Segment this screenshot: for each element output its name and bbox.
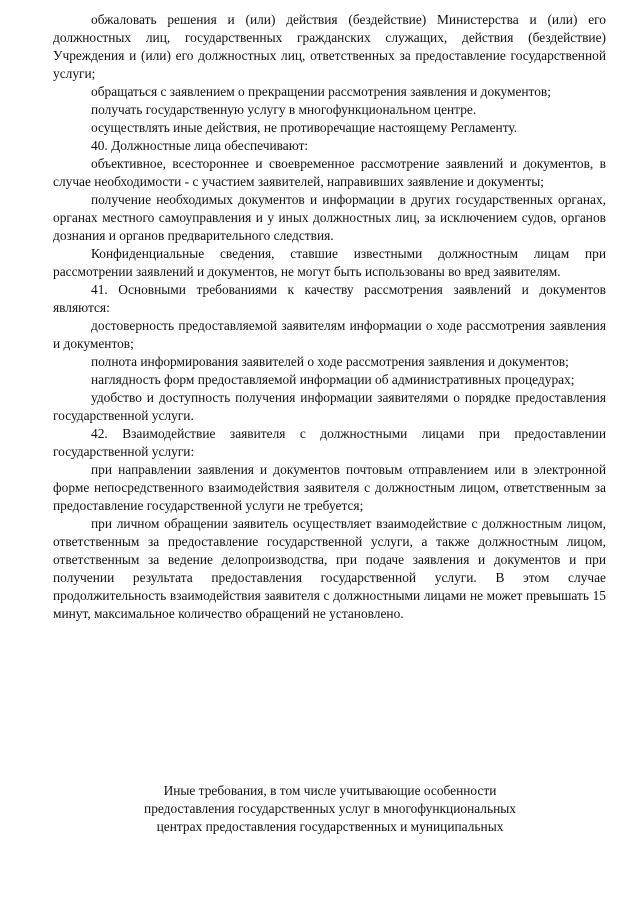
paragraph-mfc-service: получать государственную услугу в многофункциональном центре.: [91, 102, 477, 117]
paragraph-item-42: 42. Взаимодействие заявителя с должностными лицами при предоставлении государственной услуги:: [53, 426, 606, 459]
paragraph-clarity: наглядность форм предоставляемой информации об административных процедурах;: [91, 372, 575, 387]
paragraph-completeness: полнота информирования заявителей о ходе рассмотрения заявления и документов;: [91, 354, 569, 369]
paragraph-accessibility: удобство и доступность получения информации заявителями о порядке предоставления государственной услуги.: [53, 390, 606, 423]
paragraph-obtaining-documents: получение необходимых документов и информации в других государственных органах, органах местного самоуправления и у иных должностных лиц, за исключением судов, органов дознания и органов предварительного следствия.: [53, 192, 606, 243]
document-body: [53, 11, 606, 623]
paragraph-personal-visit: при личном обращении заявитель осуществляет взаимодействие с должностным лицом, ответственным за предоставление государственной услуги, а также должностным лицом, ответственным за ведение делопроизводства, при подаче заявления и документов и при получении результата предоставления государственной услуги. В этом случае продолжительность взаимодействия заявителя с должностными лицами не может превышать 15 минут, максимальное количество обращений не установлено.: [53, 516, 606, 621]
paragraph-item-40: 40. Должностные лица обеспечивают:: [91, 138, 309, 153]
section-heading-line: Иные требования, в том числе учитывающие особенности: [163, 783, 497, 798]
paragraph-terminate-request: обращаться с заявлением о прекращении рассмотрения заявления и документов;: [91, 84, 551, 99]
paragraph-other-actions: осуществлять иные действия, не противоречащие настоящему Регламенту.: [91, 120, 518, 135]
paragraph-confidential-info: Конфиденциальные сведения, ставшие известными должностным лицам при рассмотрении заявлений и документов, не могут быть использованы во вред заявителям.: [53, 246, 606, 279]
section-heading-line: центрах предоставления государственных и муниципальных: [156, 819, 504, 834]
paragraph-reliability: достоверность предоставляемой заявителям информации о ходе рассмотрения заявления и документов;: [53, 318, 606, 351]
paragraph-postal-submission: при направлении заявления и документов почтовым отправлением или в электронной форме непосредственного взаимодействия заявителя с должностным лицом, ответственным за предоставление государственной услуги не требуется;: [53, 462, 606, 513]
paragraph-objective-review: объективное, всестороннее и своевременное рассмотрение заявлений и документов, в случае необходимости - с участием заявителей, направивших заявление и документы;: [53, 156, 606, 189]
section-heading-line: предоставления государственных услуг в многофункциональных: [144, 801, 516, 816]
paragraph-appeal-right: обжаловать решения и (или) действия (бездействие) Министерства и (или) его должностных лиц, государственных гражданских служащих, действия (бездействие) Учреждения и (или) его должностных лиц, ответственных за предоставление государственной услуги;: [53, 12, 606, 81]
paragraph-item-41: 41. Основными требованиями к качеству рассмотрения заявлений и документов являются:: [53, 282, 606, 315]
section-heading: [60, 782, 600, 836]
